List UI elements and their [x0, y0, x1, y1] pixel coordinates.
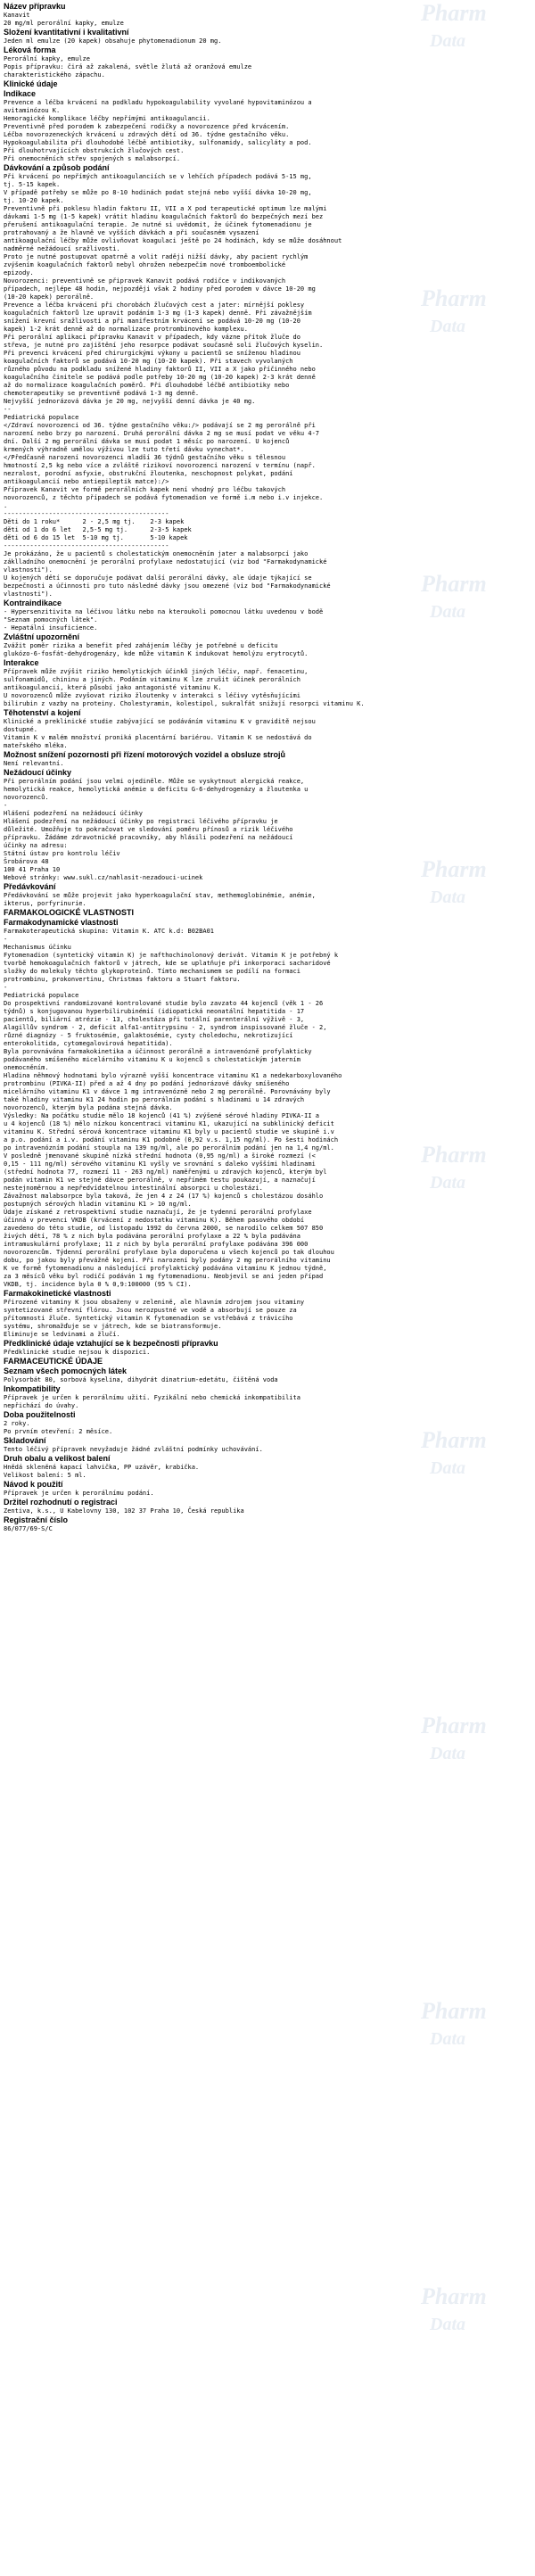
watermark-line2: Data: [430, 1744, 465, 1763]
section-text: Při perorálním podání jsou velmi ojediněle. Může se vyskytnout alergická reakce, hemolytická reakce, hemolytická anémie u deficitu G-6-dehydrogenázy a žloutenka u novorozenců. - Hlášení podezření na nežádoucí účinky Hlášení podezření na nežádoucí účinky po registraci léčivého přípravku je důležité. Umožňuje to pokračovat ve sledování poměru přínosů a rizik léčivého přípravku. Žádáme zdravotnické pracovníky, aby hlásili podezření na nežádoucí účinky na adresu: Státní ústav pro kontrolu léčiv Šrobárova 48 100 41 Praha 10 Webové stránky: www.sukl.cz/nahlasit-nezadouci-ucinek: [4, 778, 309, 881]
section-heading: Předklinické údaje vztahující se k bezpečnosti přípravku: [4, 1339, 218, 1348]
document-body: [4, 2, 530, 1533]
section-text: Přípravek je určen k perorálnímu podání.: [4, 1490, 154, 1497]
watermark: [416, 1998, 523, 2075]
section-heading: Dávkování a způsob podání: [4, 163, 110, 172]
section-text: Prevence a léčba krvácení na podkladu hypokoagulability vyvolané hypovitaminózou a avitaminózou K. Hemoragické komplikace léčby nepřímými antikoagulancii. Preventivně před porodem k zabezpečení rodičky a novorozence před krvácením. Léčba novorozeneckých krvácení u zdravých dětí od 36. týdne gestačního věku. Hypokoagulabilita při dlouhodobé léčbě antibiotiky, sulfonamidy, salicyláty a pod. Při dlouhotrvajících obstrukcích žlučových cest. Při onemocněních střev spojených s malabsorpcí.: [4, 99, 312, 162]
watermark-line2: Data: [430, 2029, 465, 2049]
section-text: Jeden ml emulze (20 kapek) obsahuje phytomenadionum 20 mg.: [4, 37, 222, 45]
section-heading: Kontraindikace: [4, 599, 62, 607]
section-text: 86/077/69-S/C: [4, 1525, 53, 1532]
watermark-line2: Data: [430, 2315, 465, 2334]
watermark-line1: Pharm: [421, 2283, 487, 2309]
section-heading: Farmakodynamické vlastnosti: [4, 918, 119, 927]
section-text: 2 roky. Po prvním otevření: 2 měsíce.: [4, 1420, 113, 1435]
section-text: Polysorbát 80, sorbová kyselina, dihydrát dinatrium-edetátu, čištěná voda: [4, 1376, 278, 1383]
section-heading: Druh obalu a velikost balení: [4, 1454, 111, 1463]
section-text: Perorální kapky, emulze Popis přípravku: čirá až zakalená, světle žlutá až oranžová emulze charakteristického zápachu.: [4, 55, 252, 78]
watermark-line2: Data: [430, 317, 465, 336]
watermark-line1: Pharm: [421, 285, 487, 311]
section-heading: Doba použitelnosti: [4, 1410, 76, 1419]
watermark: [416, 2283, 523, 2360]
section-heading: Inkompatibility: [4, 1384, 61, 1393]
watermark-line1: Pharm: [421, 1427, 487, 1453]
section-text: Není relevantní.: [4, 760, 64, 767]
section-text: Klinické a preklinické studie zabývající se podáváním vitaminu K v graviditě nejsou dostupné. Vitamin K v malém množství proniká placentární bariérou. Vitamin K se nedostává do mateřského mléka.: [4, 718, 316, 749]
watermark-line2: Data: [430, 31, 465, 51]
section-heading: Návod k použití: [4, 1480, 63, 1489]
section-text: Předávkování se může projevit jako hyperkoagulační stav, methemoglobinémie, anémie, ikterus, porfyrinurie.: [4, 892, 316, 907]
section-text: Zentiva, k.s., U Kabelovny 130, 102 37 Praha 10, Česká republika: [4, 1507, 244, 1515]
watermark-line2: Data: [430, 1458, 465, 1478]
section-text: Hnědá skleněná kapací lahvička, PP uzávěr, krabička. Velikost balení: 5 ml.: [4, 1464, 200, 1479]
watermark-line2: Data: [430, 602, 465, 622]
watermark-line1: Pharm: [421, 571, 487, 597]
section-heading: Složení kvantitativní i kvalitativní: [4, 28, 129, 37]
section-text: Zvážit poměr rizika a benefit před zahájením léčby je potřebné u deficitu glukózo-6-fosfát-dehydrogenázy, kde může vitamin K indukovat hemolýzu erytrocytů.: [4, 642, 309, 657]
section-text: Při krvácení po nepřímých antikoagulanciích se v lehčích případech podává 5-15 mg, tj. 5-15 kapek. V případě potřeby se může po 8-10 hodinách podat stejná nebo vyšší dávka 10-20 mg, tj. 10-20 kapek. Preventivně při poklesu hladin faktoru II, VII a X pod terapeutické optimum lze malými dávkami 1-5 mg (1-5 kapek) vrátit hladinu koagulačních faktorů do bezpečných mezí bez přerušení antikoagulační terapie. Je nutné si uvědomit, že účinek fytomenadionu je protrahovaný a že hlavně ve vyšších dávkách a při současném vysazení antikoagulační léčby může ovlivňovat koagulaci ještě po 24 hodinách, kdy se může dosáhnout nadměrné nežádoucí sražlivosti. Proto je nutné postupovat opatrně a volit raději nižší dávky, aby pacient rychlým zvýšením koagulačních faktorů nebyl ohrožen nebezpečím nové tromboembolické epizody. Novorozenci: preventivně se připravek Kanavit podává rodičce v indikovaných případech, nejlépe 48 hodin, nejpozději však 2 hodiny před porodem v dávce 10-20 mg (10-20 kapek) perorálně. Prevence a léčba krvácení při chorobách žlučových cest a jater: mírnější poklesy koagulačních faktorů lze upravit podáním 1-3 mg (1-3 kapek) denně. Při závažnějším snížení krevní sražlivosti a při manifestním krvácení se podává 10-20 mg (10-20 kapek) 1-2 krát denně až do normalizace protrombinového komplexu. Při perorální aplikaci přípravku Kanavit v případech, kdy vázne přítok žluče do střeva, je nutné pro zajištění jeho resorpce podávat současně soli žlučových kyselin. Při prevenci krvácení před chirurgickými výkony u pacientů se sníženou hladinou koagulačních faktorů se podává 10-20 mg (10-20 kapek). Při stavech vyvolaných různého původu na podkladu snížené hladiny faktorů II, VII a X jako příčinného nebo koagulačního činitele se podává podle potřeby 10-20 mg (10-20 kapek) 2-3 krát denně až do normalizace koagulačních poměrů. Při dlouhodobé léčbě antibiotiky nebo chemoterapeutiky se preventivně podává 1-3 mg denně. Nejvyšší jednorázová dávka je 20 mg, nejvyšší denní dávka je 40 mg. -- Pediatrická populace </Zdraví novorozenci od 36. týdne gestačního věku:/> podávají se 2 mg perorálně při narození nebo brzy po narození. Druhá perorální dávka 2 mg se musí podat ve věku 4-7 dní. Další 2 mg perorální dávka se musí podat 1 měsíc po narození. U kojenců krmených výhradně umělou výživou lze tuto třetí dávku vynechat*. </Předčasně narození novorozenci mladší 36 týdnů gestačního věku s tělesnou hmotností 2,5 kg nebo více a zvláště rizikoví novorozenci narození v termínu (např. nezralost, porodní asfyxie, obstrukční žloutenka, neschopnost polykat, podání antikoagulancií nebo antiepileptik matce):/> Přípravek Kanavit ve formě perorálních kapek není vhodný pro léčbu takových novorozenců, z těchto případech se podává fytomenadion ve formě i.m nebo i.v injekce. . -------------------------------------------- Děti do 1 roku* 2 - 2,5 mg tj. 2-3 kapek děti od 1 do 6 let 2,5-5 mg tj. 2-3-5 kapek děti od 6 do 15 let 5-10 mg tj. 5-10 kapek -------------------------------------------- Je prokázáno, že u pacientů s cholestatickým onemocněním jater a malabsorpcí jako záklladního onemocnění je perorální profylaxe nedostatující (viz bod "Farmakodynamické vlastnosti"). U kojených dětí se doporučuje podávat další perorální dávky, ale údaje týkající se bezpečnosti a účinnosti pro tuto následné dávky jsou omezené (viz bod "Farmakodynamické vlastnosti").: [4, 173, 342, 598]
watermark-line2: Data: [430, 888, 465, 907]
watermark-line1: Pharm: [421, 1142, 487, 1168]
watermark: [416, 1713, 523, 1789]
watermark-line1: Pharm: [421, 0, 487, 26]
section-heading: Indikace: [4, 89, 37, 98]
section-heading: Léková forma: [4, 45, 56, 54]
section-heading: Těhotenství a kojení: [4, 708, 81, 717]
section-text: Přípravek může zvýšit riziko hemolytických účinků jiných léčiv, např. fenacetinu, sulfonamidů, chininu a jiných. Podáním vitaminu K lze zrušit účinek perorálních antikoagulancií, která působí jako antagonisté vitaminu K. U novorozenců může zvyšovat riziko žloutenky v interakci s léčivy vytěsňujícími bilirubin z vazby na proteiny. Cholestyramin, kolestipol, sukralfát snižují resorpci vitaminu K.: [4, 668, 365, 707]
section-heading: Možnost snížení pozornosti při řízení motorových vozidel a obsluze strojů: [4, 750, 286, 759]
section-text: Farmakoterapeutická skupina: Vitamin K. ATC k.d: B02BA01 - Mechanismus účinku Fytomenadion (syntetický vitamin K) je nafthochinolonový derivát. Vitamin K je potřebný k tvorbě hemokoagulačních faktorů v játrech, kde se uplatňuje při inkorporaci sacharidové složky do molekuly těchto glykoproteinů. Tímto mechanismem se podílí na formaci protrombinu, prokonvertinu, Christmas faktoru a Stuart faktoru. - Pediatrická populace Do prospektivní randomizované kontrolované studie bylo zavzato 44 kojenců (věk 1 - 26 týdnů) s konjugovanou hyperbilirubinémií (idiopatická neonatální hepatitida - 17 pacientů, biliární atrézie - 13, cholestáza při totální parenterální výživě - 3, Alagillův syndrom - 2, deficit alfa1-antitrypsinu - 2, syndrom inspissované žluče - 2, různé diagnózy - 5 fruktosémie, galaktosémie, cysty choledochu, nekrotizující enterokolitida, cytomegalovirová hepatitida). Byla porovnávána farmakokinetika a účinnost perorálně a intravenózně profylakticky podávaného smíšeného micelárního vitaminu K u kojenců s cholestatickým jaterním onemocněním. Hladina něhmový hodnotami bylo výrazně vyšší koncentrace vitaminu K1 a nedekarboxylovaného protrombinu (PIVKA-II) před a až 4 dny po podání jednorázové dávky smíšeného micelárního vitaminu K1 v dávce 1 mg intravenózně nebo 2 mg perorálně. Porovnávány byly také hladiny vitaminu K1 24 hodin po perorálním podání s hladinami u 14 zdravých novorozenců, kterým byla podána stejná dávka. Výsledky: Na počátku studie mělo 18 kojenců (41 %) zvýšené sérové hladiny PIVKA-II a u 4 kojenců (18 %) mělo nízkou koncentraci vitaminu K1, ukazující na subklinický deficit vitaminu K. Střední sérová koncentrace vitaminu K1 byly u pacientů studie ve skupině i.v a p.o. podání a i.v. podání vitaminu K1 podobné (0,92 v.s. 1,15 ng/ml). Po šesti hodinách po intravenózním podání stoupla na 139 ng/ml, ale po perorálním podání jen na 1,4 ng/ml. V posledně jmenované skupině nízká střední hodnota (0,95 ng/ml) a široké rozmezí (< 0,15 - 111 ng/ml) sérového vitaminu K1 vyšly ve srovnání s daleko vyššími hladinami (střední hodnota 77, rozmezí 11 - 263 ng/ml) naměřenými u zdravých kojenců, kterým byl podán vitamin K1 ve stejné dávce perorálně, v nepřímém testu poukazují, a naznačují nestejnoměrnou a nepředvídatelnou intestinální absorpci u cholestázi. Závažnost malabsorpce byla taková, že jen 4 z 24 (17 %) kojenců s cholestázou dosáhlo postupných sérových hladin vitaminu K1 > 10 ng/ml. Údaje získané z retrospektivní studie naznačují, že je tydenní perorální profylaxe účinná v prevenci VKDB (krvácení z nedostatku vitaminu K). Během pasového období zavedeno do této studie, od listopadu 1992 do června 2000, se narodilo celkem 507 850 živých dětí, 78 % z nich byla podávána perorální profylaxe a 22 % byla podávána intramuskulární profylaxe; 11 z nich by byla perorální profylaxe podávána 396 000 novorozencům. Týdenní perorální profylaxe byla doporučena u všech kojenců po tak dlouhou dobu, po jakou byly převážně kojeni. Při narození byly podány 2 mg perorálního vitaminu K ve formě fytomenadionu a následující profylaktický podávána vitaminu K jednou týdně, za 3 měsíců věku byl rodičí podáván 1 mg fytomenadionu. Neobjevil se ani jeden případ VKDB, tj. incidence byla 0 % 0,9:100000 (95 % CI).: [4, 928, 342, 1288]
section-text: Přirozené vitaminy K jsou obsaženy v zelenině, ale hlavním zdrojem jsou vitaminy syntetizované střevní flórou. Jsou nerozpustné ve vodě a absorbují se pouze za přítomnosti žluče. Syntetický vitamin K fytomenadion se vstřebává z trávicího systému, shromažďuje se v játrech, kde se biotransformuje. Eliminuje se ledvinami a žlučí.: [4, 1299, 305, 1338]
section-text: Přípravek je určen k perorálnímu užití. Fyzikální nebo chemická inkompatibilita nepřichází do úvahy.: [4, 1394, 300, 1409]
section-text: - Hypersenzitivita na léčivou látku nebo na kteroukoli pomocnou látku uvedenou v bodě "Seznam pomocných látek". - Hepatální insuficience.: [4, 608, 324, 632]
section-heading: Zvláštní upozornění: [4, 632, 80, 641]
section-text: Kanavit 20 mg/ml perorální kapky, emulze: [4, 12, 124, 27]
section-heading: Interakce: [4, 658, 39, 667]
section-text: Předklinické studie nejsou k dispozici.: [4, 1349, 151, 1356]
section-text: Tento léčivý přípravek nevyžaduje žádné zvláštní podmínky uchovávání.: [4, 1446, 263, 1453]
section-heading: Farmakokinetické vlastnosti: [4, 1289, 111, 1298]
section-heading: Registrační číslo: [4, 1515, 69, 1524]
section-heading: Skladování: [4, 1436, 46, 1445]
section-heading: Předávkování: [4, 882, 56, 891]
section-heading: FARMACEUTICKÉ ÚDAJE: [4, 1357, 103, 1366]
watermark-line1: Pharm: [421, 1998, 487, 2024]
section-heading: Držitel rozhodnutí o registraci: [4, 1498, 118, 1507]
section-heading: Nežádoucí účinky: [4, 768, 72, 777]
watermark-line1: Pharm: [421, 1713, 487, 1738]
section-heading: Název přípravku: [4, 2, 66, 11]
watermark-line1: Pharm: [421, 856, 487, 882]
section-heading: Seznam všech pomocných látek: [4, 1366, 128, 1375]
watermark-line2: Data: [430, 1173, 465, 1193]
section-heading: FARMAKOLOGICKÉ VLASTNOSTI: [4, 908, 134, 917]
section-heading: Klinické údaje: [4, 79, 58, 88]
